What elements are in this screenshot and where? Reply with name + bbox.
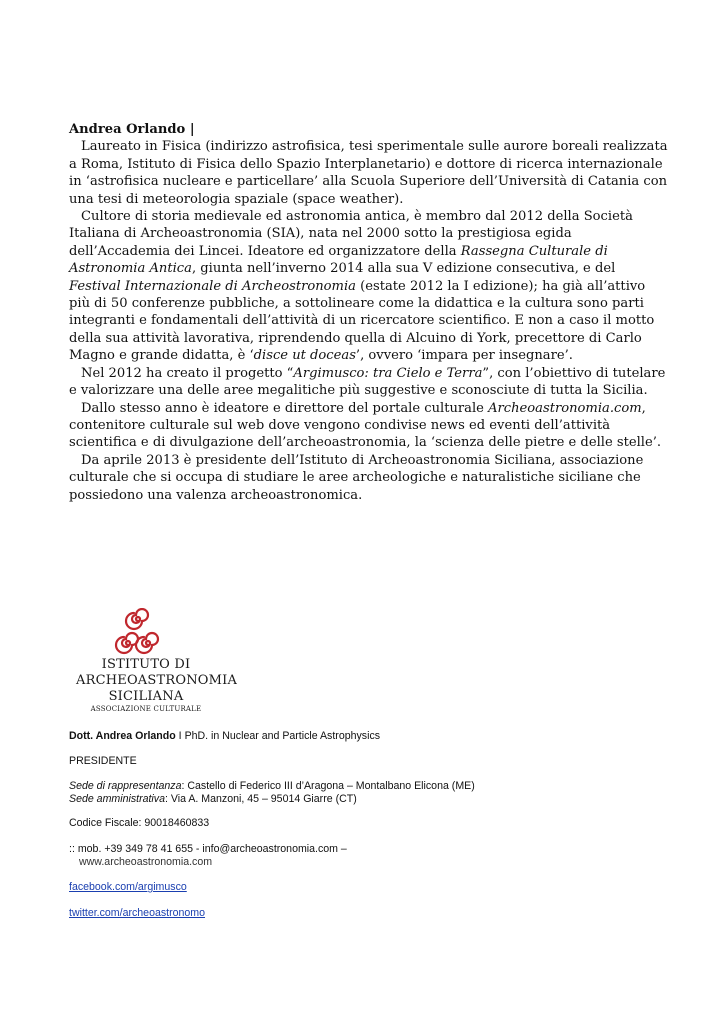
bio-paragraph-4-text: , contenitore culturale sul web dove vengono condivise news ed eventi dell’attività scientifica e di divulgazione dell’archeoastronomia, la ‘scienza delle pietre e delle stelle’. — [69, 400, 662, 451]
bio-paragraph-2-text: (estate 2012 la I edizione); ha già all’attivo più di 50 conferenze pubbliche, a sottolineare come la didattica e la cultura sono parti integranti e fondamentali dell’attività di un ricercatore scientifico. E non a caso il motto della sua attività lavorativa, riprendendo quella di Alcuino di York, precettore di Carlo Magno e grande didatta, è ‘ — [69, 278, 655, 364]
bio-paragraph-2-text: , giunta nell’inverno 2014 alla sua V edizione consecutiva, e del — [191, 261, 616, 277]
project-title: Argimusco: tra Cielo e Terra — [293, 365, 483, 381]
sede-rappresentanza-value: : Castello di Federico III d’Aragona – Montalbano Elicona (ME) — [181, 780, 475, 793]
motto: disce ut doceas — [253, 348, 356, 364]
sede-rappresentanza-label: Sede di rappresentanza — [69, 780, 182, 793]
sede-amministrativa-label: Sede amministrativa — [69, 792, 165, 805]
phone-email-line: :: mob. +39 349 78 41 655 - info@archeoastronomia.com – — [69, 842, 347, 855]
website-line: www.archeoastronomia.com — [79, 855, 213, 868]
bio-paragraph-2 — [69, 208, 669, 365]
sede-amministrativa — [69, 793, 669, 806]
facebook-link[interactable]: facebook.com/argimusco — [69, 881, 187, 894]
bio-paragraph-4-text: Dallo stesso anno è ideatore e direttore del portale culturale — [81, 400, 489, 416]
logo-line-3: SICILIANA — [108, 689, 184, 704]
bio-paragraph-2-text: Cultore di storia medievale ed astronomia antica, è membro dal 2012 della Società Italiana di Archeoastronomia (SIA), nata nel 2000 sotto la prestigiosa egida dell’Accademia dei Lincei. Ideatore ed organizzatore della — [69, 209, 633, 259]
codice-fiscale: Codice Fiscale: 90018460833 — [69, 817, 210, 830]
role: PRESIDENTE — [69, 754, 137, 767]
triple-spiral-icon — [114, 608, 162, 656]
signature-line — [69, 730, 669, 743]
bio-paragraph-3 — [69, 365, 669, 400]
rassegna-title: Rassegna Culturale di Astronomia Antica — [69, 243, 608, 277]
bio-paragraph-1: Laureato in Fisica (indirizzo astrofisica, tesi sperimentale sulle aurore boreali realizzata a Roma, Istituto di Fisica dello Spazio Interplanetario) e dottore di ricerca internazionale in ‘astrofisica nucleare e particellare’ alla Scuola Superiore dell’Università di Catania con una tesi di meteorologia spaziale (space weather). — [69, 139, 668, 207]
portal-name: Archeoastronomia.com — [488, 400, 642, 416]
bio-paragraph-3-text: ”, con l’obiettivo di tutelare e valorizzare una delle aree megalitiche più suggestive e sconosciute di tutta la Sicilia. — [69, 365, 666, 399]
sede-amministrativa-value: : Via A. Manzoni, 45 – 95014 Giarre (CT) — [164, 792, 357, 805]
institute-logo — [76, 608, 238, 713]
bio-paragraph-2-text: ’, ovvero ‘impara per insegnare’. — [355, 348, 573, 364]
biography — [69, 121, 669, 504]
festival-title: Festival Internazionale di Archeostronomia — [69, 278, 356, 294]
contact-block — [69, 730, 669, 919]
bio-name: Andrea Orlando | — [69, 122, 195, 137]
signature-name: Dott. Andrea Orlando — [69, 730, 176, 742]
twitter-link[interactable]: twitter.com/archeoastronomo — [69, 906, 206, 919]
bio-paragraph-5: Da aprile 2013 è presidente dell’Istituto di Archeoastronomia Siciliana, associazione culturale che si occupa di studiare le aree archeologiche e naturalistiche siciliane che possiedono una valenza archeoastronomica. — [69, 452, 644, 503]
logo-line-2: ARCHEOASTRONOMIA — [76, 673, 238, 688]
logo-line-4: ASSOCIAZIONE CULTURALE — [90, 705, 202, 713]
bio-paragraph-4 — [69, 400, 669, 452]
bio-paragraph-3-text: Nel 2012 ha creato il progetto “ — [81, 365, 294, 381]
logo-line-1: ISTITUTO DI — [101, 657, 191, 672]
sede-rappresentanza — [69, 780, 669, 793]
signature-title: I PhD. in Nuclear and Particle Astrophysics — [175, 730, 381, 742]
